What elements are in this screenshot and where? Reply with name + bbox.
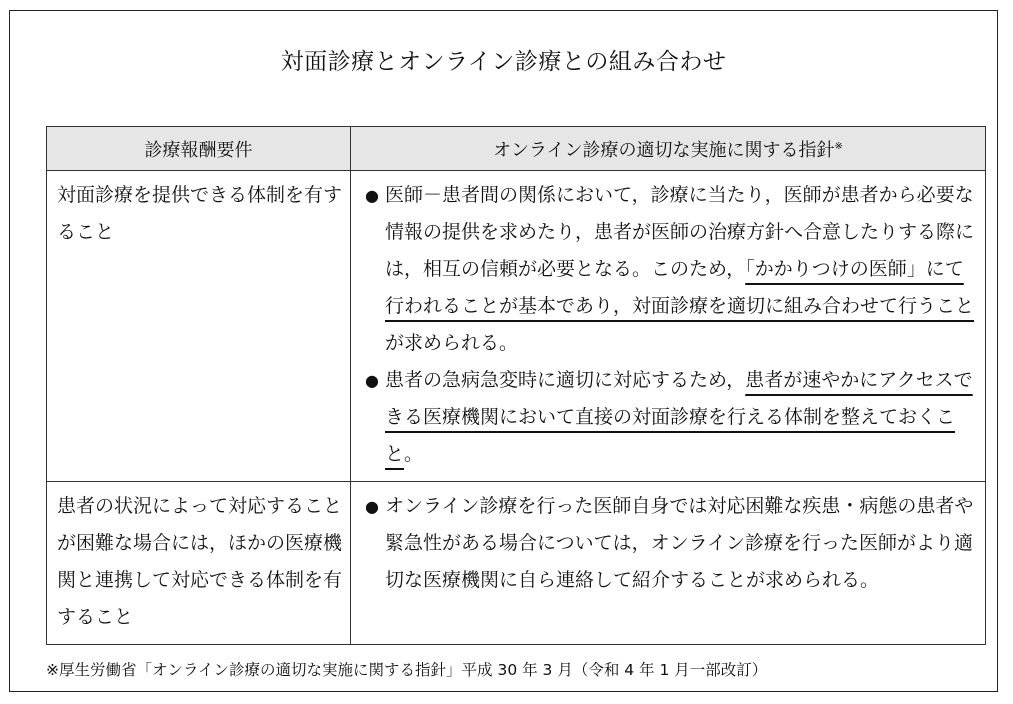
underlined-text: 患者が速やかにアクセスできる医療機関において直接の対面診療を行える体制を整えておくこと bbox=[385, 369, 973, 465]
bullet-dot-icon: ● bbox=[365, 371, 379, 390]
bullet-item bbox=[365, 177, 975, 362]
requirement-cell: 対面診療を提供できる体制を有すること bbox=[47, 171, 351, 482]
page-title: 対面診療とオンライン診療との組み合わせ bbox=[280, 49, 727, 75]
bullet-item bbox=[365, 362, 975, 473]
table-row bbox=[47, 482, 986, 645]
bullet-dot-icon: ● bbox=[365, 186, 379, 205]
header-guideline: オンライン診療の適切な実施に関する指針※ bbox=[351, 127, 986, 171]
requirements-table bbox=[46, 126, 986, 645]
document-frame bbox=[9, 10, 998, 692]
guideline-cell bbox=[351, 171, 986, 482]
table-header-row bbox=[47, 127, 986, 171]
bullet-text: 医師－患者間の関係において，診療に当たり，医師が患者から必要な情報の提供を求めたり，患者が医師の治療方針へ合意したりする際には，相互の信頼が必要となる。このため，「かかりつけの医師」にて行われることが基本であり，対面診療を適切に組み合わせて行うことが求められる。 bbox=[385, 184, 975, 354]
bullet-text: 患者の急病急変時に適切に対応するため，患者が速やかにアクセスできる医療機関において直接の対面診療を行える体制を整えておくこと。 bbox=[385, 369, 973, 465]
bullet-text: オンライン診療を行った医師自身では対応困難な疾患・病態の患者や緊急性がある場合については，オンライン診療を行った医師がより適切な医療機関に自ら連絡して紹介することが求められる。 bbox=[385, 495, 974, 591]
footnote-mark: ※ bbox=[834, 140, 843, 152]
bullet-dot-icon: ● bbox=[365, 497, 379, 516]
footnote: ※厚生労働省「オンライン診療の適切な実施に関する指針」平成 30 年 3 月（令和 4 年 1 月一部改訂） bbox=[46, 661, 768, 679]
underlined-text: 「かかりつけの医師」にて行われることが基本であり，対面診療を適切に組み合わせて行うこと bbox=[385, 258, 975, 317]
requirement-cell: 患者の状況によって対応することが困難な場合には，ほかの医療機関と連携して対応できる体制を有すること bbox=[47, 482, 351, 645]
header-requirement: 診療報酬要件 bbox=[47, 127, 351, 171]
bullet-item bbox=[365, 488, 975, 599]
table-row bbox=[47, 171, 986, 482]
guideline-cell bbox=[351, 482, 986, 645]
